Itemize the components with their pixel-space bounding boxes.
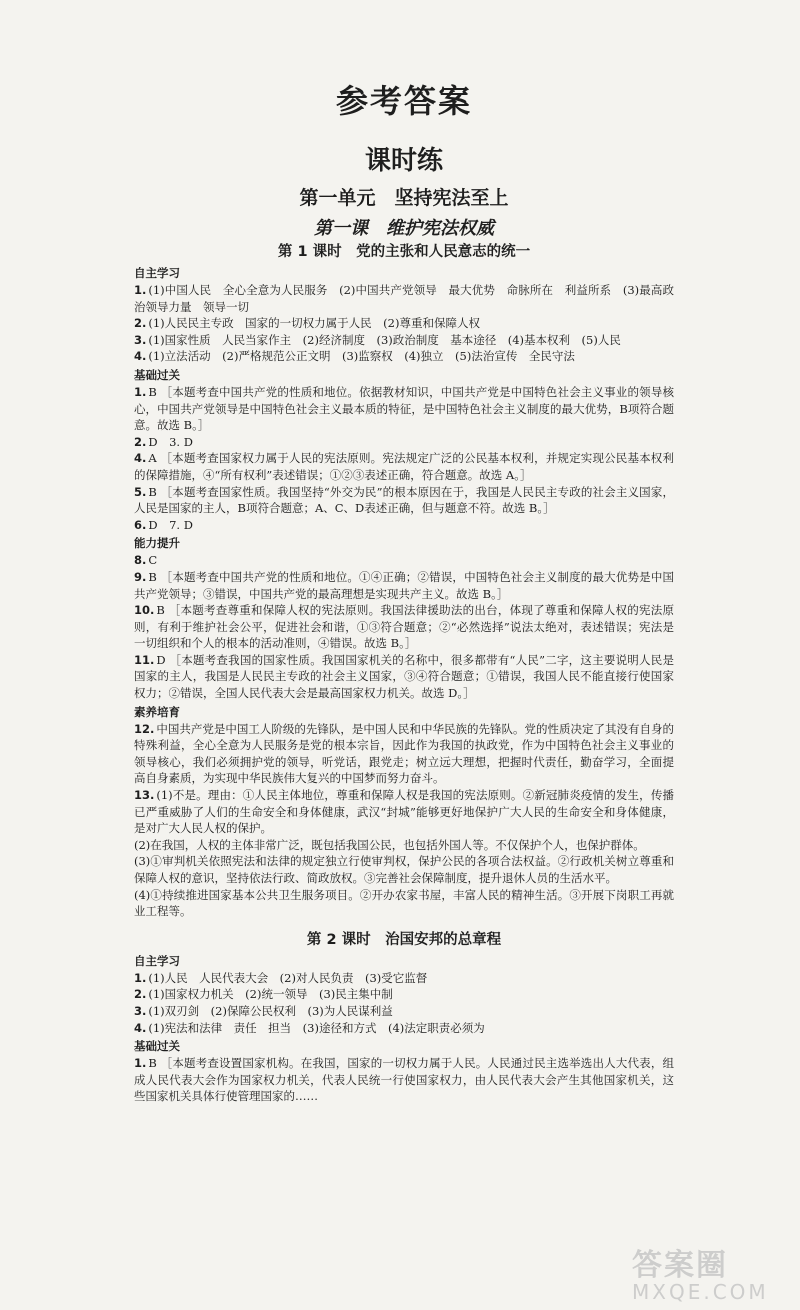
answers-basic: [134, 384, 674, 533]
page-subtitle: 课时练: [364, 146, 443, 176]
answer-item: [134, 1020, 674, 1037]
answer-item: [134, 517, 674, 534]
answer-item: [134, 853, 674, 886]
answer-text: B ［本题考查国家性质。我国坚持“外交为民”的根本原因在于，我国是人民民主专政的社会主义国家，人民是国家的主人，B项符合题意；A、C、D表述正确，但与题意不符。故选 B。］: [134, 484, 674, 516]
answer-text: B ［本题考查中国共产党的性质和地位。①④正确；②错误，中国特色社会主义制度的最大优势是中国共产党领导；③错误，中国共产党的最高理想是实现共产主义。故选 B。］: [134, 569, 674, 601]
page-title: 参考答案: [335, 82, 472, 120]
answer-text: (4)①持续推进国家基本公共卫生服务项目。②开办农家书屋，丰富人民的精神生活。③开展下岗职工再就业工程等。: [134, 887, 674, 919]
section-basic-2: 基础过关: [134, 1039, 180, 1054]
answer-item: [134, 315, 674, 332]
answer-item: [134, 484, 674, 517]
answer-item: [134, 434, 674, 451]
answer-item: [134, 887, 674, 920]
answer-text: (2)在我国，人权的主体非常广泛，既包括我国公民，也包括外国人等。不仅保护个人，也保护群体。: [134, 837, 645, 852]
answer-number: 1.: [134, 970, 147, 985]
answer-item: [134, 569, 674, 602]
answer-text: (1)宪法和法律 责任 担当 (3)途径和方式 (4)法定职责必须为: [148, 1020, 485, 1035]
watermark-logo-text: 答案圈: [632, 1248, 728, 1283]
section-self-study: 自主学习: [134, 266, 180, 280]
answer-number: 1.: [134, 283, 147, 297]
section-basic: 基础过关: [134, 367, 180, 382]
answer-item: [134, 721, 674, 787]
section-ability: 能力提升: [134, 536, 180, 551]
answer-item: [134, 348, 674, 365]
answer-number: 8.: [134, 553, 147, 568]
answer-number: 10.: [134, 603, 155, 618]
site-watermark: [632, 1240, 782, 1302]
answer-text: (1)国家性质 人民当家作主 (2)经济制度 (3)政治制度 基本途径 (4)基本权利 (5)人民: [148, 332, 621, 347]
answer-item: [134, 602, 674, 652]
answer-text: C: [148, 553, 158, 568]
answer-item: [134, 652, 674, 702]
answer-number: 1.: [134, 384, 147, 399]
answer-item: [134, 1003, 674, 1020]
period-2-heading: 第 2 课时 治国安邦的总章程: [306, 931, 502, 948]
answer-number: 2.: [134, 987, 147, 1002]
answer-text: (1)不是。理由：①人民主体地位，尊重和保障人权是我国的宪法原则。②新冠肺炎疫情的发生，传播已严重威胁了人们的生命安全和身体健康，武汉“封城”能够更好地保护广大人民的生命安全和身体健康，是对广大人民人权的保护。: [134, 788, 674, 836]
answer-text: (1)人民 人民代表大会 (2)对人民负责 (3)受它监督: [148, 970, 428, 985]
answer-text: (1)双刃剑 (2)保障公民权利 (3)为人民谋利益: [148, 1003, 393, 1018]
answer-text: A ［本题考查国家权力属于人民的宪法原则。宪法规定广泛的公民基本权利，并规定实现公民基本权利的保障措施，④“所有权利”表述错误；①②③表述正确，符合题意。故选 A。］: [134, 451, 674, 482]
answer-number: 12.: [134, 721, 155, 736]
answer-item: [134, 986, 674, 1003]
section-self-study-2: 自主学习: [134, 953, 180, 968]
answer-number: 9.: [134, 569, 147, 584]
answer-item: [134, 450, 674, 483]
answer-number: 4.: [134, 1020, 147, 1035]
answer-page: [134, 68, 674, 1105]
answer-number: 4.: [134, 451, 147, 466]
answer-text: B ［本题考查尊重和保障人权的宪法原则。我国法律援助法的出台，体现了尊重和保障人权的宪法原则，有利于维护社会公平，促进社会和谐，①③符合题意；②“必然选择”说法太绝对，表述错误；宪法是一切组织和个人的根本的活动准则，④错误。故选 B。］: [134, 603, 674, 651]
answer-item: [134, 787, 674, 837]
answer-item: [134, 282, 674, 315]
answers-self-study-2: [134, 970, 674, 1036]
answer-text: (1)国家权力机关 (2)统一领导 (3)民主集中制: [148, 987, 393, 1002]
answer-number: 1.: [134, 1056, 147, 1071]
answer-number: 5.: [134, 484, 147, 499]
answer-text: B ［本题考查中国共产党的性质和地位。依据教材知识，中国共产党是中国特色社会主义事业的领导核心，中国共产党领导是中国特色社会主义最本质的特征，是中国特色社会主义制度的最大优势，B项符合题意。故选 B。］: [134, 384, 674, 433]
answer-number: 4.: [134, 349, 147, 364]
answer-item: [134, 837, 674, 854]
answer-item: [134, 1055, 674, 1105]
unit-heading: 第一单元 坚持宪法至上: [299, 187, 509, 209]
answer-item: [134, 332, 674, 349]
answer-number: 11.: [134, 652, 155, 667]
answer-item: [134, 384, 674, 434]
answer-text: B ［本题考查设置国家机构。在我国，国家的一切权力属于人民。人民通过民主选举选出人大代表，组成人民代表大会作为国家权力机关，代表人民统一行使国家权力，由人民代表大会产生其他国家机关，这些国家机关具体行使管理国家的……: [134, 1056, 674, 1104]
answer-number: 13.: [134, 788, 155, 803]
answer-text: D 3. D: [148, 434, 193, 449]
answer-text: D 7. D: [148, 517, 193, 532]
answer-text: 中国共产党是中国工人阶级的先锋队，是中国人民和中华民族的先锋队。党的性质决定了其没有自身的特殊利益，全心全意为人民服务是党的根本宗旨，因此作为我国的执政党，作为中国特色社会主义事业的领导核心，我们必须拥护党的领导，听党话，跟党走；树立远大理想，把握时代责任，勤奋学习，全面提高自身素质，为实现中华民族伟大复兴的中国梦而努力奋斗。: [134, 721, 674, 786]
answers-ability: [134, 552, 674, 701]
answers-self-study: [134, 282, 674, 365]
answers-basic-2: [134, 1055, 674, 1105]
answer-item: [134, 552, 674, 569]
answer-number: 2.: [134, 316, 147, 331]
period-1-heading: 第 1 课时 党的主张和人民意志的统一: [277, 244, 531, 260]
answer-number: 3.: [134, 1003, 147, 1018]
lesson-heading: 第一课 维护宪法权威: [314, 218, 494, 239]
answer-number: 6.: [134, 517, 147, 532]
answer-item: [134, 970, 674, 987]
answer-text: (1)立法活动 (2)严格规范公正文明 (3)监察权 (4)独立 (5)法治宣传 全民守法: [148, 349, 575, 364]
watermark-url: MXQE.COM: [632, 1280, 769, 1304]
answer-text: (3)①审判机关依照宪法和法律的规定独立行使审判权，保护公民的各项合法权益。②行政机关树立尊重和保障人权的意识，坚持依法行政、简政放权。③完善社会保障制度，提升退休人员的生活水平。: [134, 854, 674, 885]
section-quality: 素养培育: [134, 704, 180, 719]
answer-text: (1)中国人民 全心全意为人民服务 (2)中国共产党领导 最大优势 命脉所在 利益所系 (3)最高政治领导力量 领导一切: [134, 283, 674, 314]
answer-number: 3.: [134, 332, 147, 347]
answer-text: D ［本题考查我国的国家性质。我国国家机关的名称中，很多都带有“人民”二字，这主要说明人民是国家的主人，我国是人民民主专政的社会主义国家，③④符合题意；①错误，我国人民不能直接行使国家权力；②错误，全国人民代表大会是最高国家权力机关。故选 D。］: [134, 652, 674, 701]
answers-quality: [134, 721, 674, 920]
answer-text: (1)人民民主专政 国家的一切权力属于人民 (2)尊重和保障人权: [148, 316, 480, 331]
answer-number: 2.: [134, 434, 147, 449]
